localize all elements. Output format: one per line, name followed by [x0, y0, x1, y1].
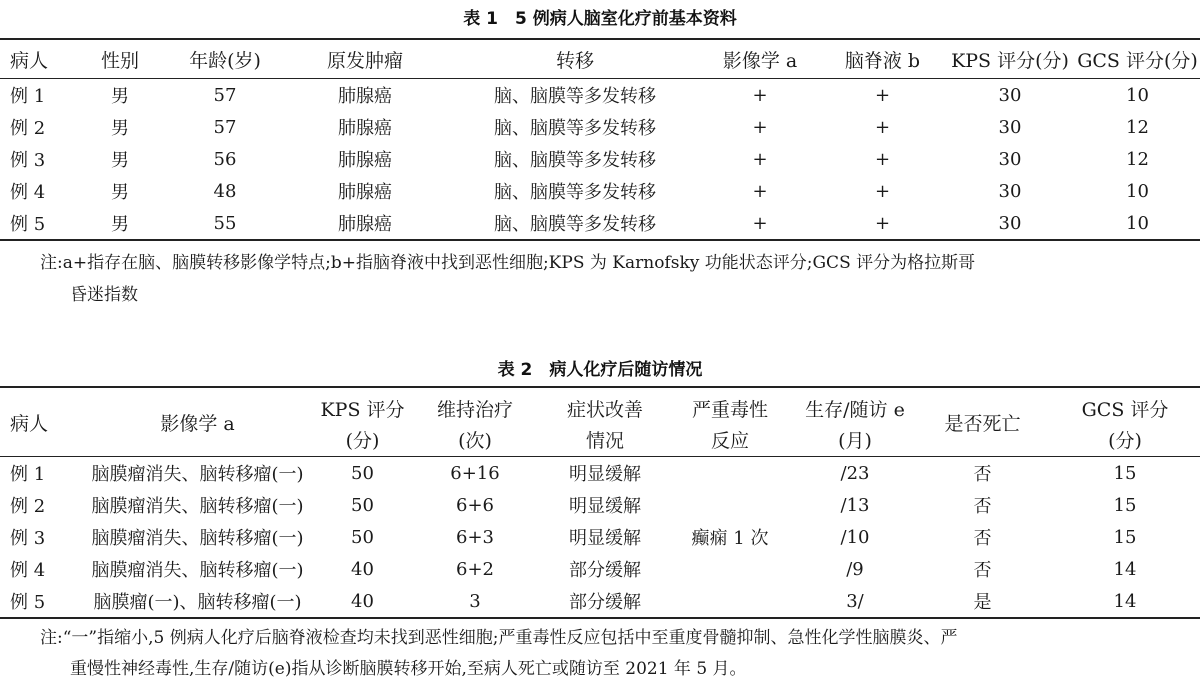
t1-cell: + [700, 207, 820, 240]
t1-cell: + [874, 148, 891, 170]
t1-cell: + [752, 116, 768, 138]
t2-cell: 6+6 [456, 494, 494, 516]
t1-cell: 脑、脑膜等多发转移 [450, 207, 700, 240]
table-row [0, 175, 1200, 207]
table1-header-row [0, 39, 1200, 79]
t2-cell: 50 [351, 526, 374, 548]
t2-cell: 15 [1113, 526, 1137, 548]
t2-cell: /9 [846, 558, 864, 580]
t2-cell: 14 [1050, 585, 1200, 618]
t1-cell: 30 [998, 84, 1022, 106]
t2-cell: 15 [1113, 462, 1137, 484]
t1-header-csf: 脑脊液 b [820, 39, 945, 79]
table-row [0, 207, 1200, 240]
t1-cell: 男 [111, 86, 129, 107]
t2-cell: 明显缓解 [569, 496, 641, 517]
table-row [0, 553, 1200, 585]
t1-cell: 肺腺癌 [338, 118, 392, 139]
table1-note-line2: 昏迷指数 [70, 285, 138, 305]
t1-cell: 肺腺癌 [280, 207, 450, 240]
t2-cell: 部分缓解 [569, 560, 641, 581]
t2-cell: 脑膜瘤(一)、脑转移瘤(一) [75, 585, 320, 618]
t2-header-survival: 生存/随访 e [795, 387, 915, 422]
t1-cell: 脑、脑膜等多发转移 [494, 118, 656, 139]
t2-cell: 部分缓解 [545, 585, 665, 618]
t2-cell: 50 [351, 494, 374, 516]
t1-cell: 肺腺癌 [338, 182, 392, 203]
t2-cell: 脑膜瘤消失、脑转移瘤(一) [91, 496, 304, 517]
table-row [0, 457, 1200, 490]
t1-header-kps: KPS 评分(分) [945, 39, 1075, 79]
t2-cell: 例 1 [10, 464, 46, 485]
table1-baseline-data [0, 38, 1200, 241]
t2-cell: 否 [973, 560, 992, 581]
t1-cell: 例 2 [10, 118, 46, 139]
t2-header-kps: KPS 评分 [320, 387, 405, 422]
t1-cell: 10 [1126, 180, 1149, 202]
t2-cell: 例 3 [10, 528, 46, 549]
t1-cell: 男 [111, 118, 129, 139]
t1-header-age: 年龄(岁) [170, 39, 280, 79]
t1-cell: 例 3 [10, 150, 46, 171]
table2-followup [0, 386, 1200, 619]
t2-header-survival-unit: (月) [795, 422, 915, 457]
t2-cell [665, 585, 795, 618]
table2-caption: 表 2 病人化疗后随访情况 [497, 360, 703, 380]
t2-cell: 否 [973, 496, 992, 517]
table-row [0, 585, 1200, 618]
t1-cell: 56 [213, 148, 237, 170]
t2-header-death: 是否死亡 [915, 387, 1050, 457]
t1-header-imaging: 影像学 a [700, 39, 820, 79]
t1-cell: 10 [1075, 207, 1200, 240]
t1-cell: 男 [111, 150, 129, 171]
table2-note-line1: 注:“一”指缩小,5 例病人化疗后脑脊液检查均未找到恶性细胞;严重毒性反应包括中至重度骨髓抑制、急性化学性脑膜炎、严 [40, 628, 958, 648]
t1-cell: 肺腺癌 [338, 150, 392, 171]
t1-header-metastasis: 转移 [450, 39, 700, 79]
t1-cell: 男 [70, 207, 170, 240]
t1-cell: 12 [1126, 148, 1149, 170]
t1-header-primary-tumor: 原发肿瘤 [280, 39, 450, 79]
table2-note-line2: 重慢性神经毒性,生存/随访(e)指从诊断脑膜转移开始,至病人死亡或随访至 2021 年 5 月。 [70, 659, 747, 679]
t2-cell [665, 553, 795, 585]
t1-header-sex: 性别 [70, 39, 170, 79]
table1-note-line1: 注:a+指存在脑、脑膜转移影像学特点;b+指脑脊液中找到恶性细胞;KPS 为 Karnofsky 功能状态评分;GCS 评分为格拉斯哥 [40, 253, 976, 273]
t2-cell: 50 [351, 462, 374, 484]
table1-caption: 表 1 5 例病人脑室化疗前基本资料 [463, 9, 737, 29]
t2-cell: 14 [1113, 558, 1137, 580]
table-row [0, 489, 1200, 521]
t2-cell: 癫痫 1 次 [691, 528, 769, 549]
t1-cell: 12 [1126, 116, 1149, 138]
t1-cell: 30 [945, 207, 1075, 240]
t1-cell: 57 [213, 116, 237, 138]
t1-cell: + [752, 180, 768, 202]
t2-cell: 3/ [795, 585, 915, 618]
t2-header-maintenance: 维持治疗 [405, 387, 545, 422]
t1-cell: 30 [998, 116, 1022, 138]
t1-cell: 48 [213, 180, 237, 202]
t2-cell: 脑膜瘤消失、脑转移瘤(一) [91, 528, 304, 549]
t1-cell: 脑、脑膜等多发转移 [494, 150, 656, 171]
t2-cell: 脑膜瘤消失、脑转移瘤(一) [91, 464, 304, 485]
t2-header-gcs: GCS 评分 [1050, 387, 1200, 422]
t2-cell: /23 [840, 462, 870, 484]
t2-cell: 脑膜瘤消失、脑转移瘤(一) [91, 560, 304, 581]
t2-header-patient: 病人 [0, 387, 75, 457]
t1-cell: 30 [998, 180, 1022, 202]
t2-header-kps-unit: (分) [320, 422, 405, 457]
table-row [0, 79, 1200, 112]
t1-cell: + [820, 207, 945, 240]
t1-cell: 例 4 [10, 182, 46, 203]
table-row [0, 521, 1200, 553]
t2-cell: 否 [973, 528, 992, 549]
t2-cell: /10 [840, 526, 870, 548]
t1-cell: 30 [998, 148, 1022, 170]
t1-cell: 55 [170, 207, 280, 240]
table-row [0, 111, 1200, 143]
t1-cell: + [874, 180, 891, 202]
t1-header-gcs: GCS 评分(分) [1075, 39, 1200, 79]
t2-cell: 明显缓解 [569, 464, 641, 485]
t2-cell: 40 [320, 585, 405, 618]
t2-header-toxicity: 严重毒性 [665, 387, 795, 422]
t1-cell: 10 [1126, 84, 1149, 106]
t2-cell: 否 [973, 464, 992, 485]
t2-cell: 明显缓解 [569, 528, 641, 549]
t2-cell: 例 5 [0, 585, 75, 618]
table-row [0, 143, 1200, 175]
t2-header-symptom: 症状改善 [545, 387, 665, 422]
t1-cell: 57 [213, 84, 237, 106]
t2-header-toxicity-2: 反应 [665, 422, 795, 457]
t1-cell: + [752, 84, 768, 106]
t2-header-imaging: 影像学 a [75, 387, 320, 457]
t2-cell: 3 [405, 585, 545, 618]
t1-cell: 男 [111, 182, 129, 203]
t2-cell: /13 [840, 494, 870, 516]
t2-header-maintenance-unit: (次) [405, 422, 545, 457]
t2-cell: 6+16 [450, 462, 500, 484]
t1-cell: + [874, 116, 891, 138]
t1-header-patient: 病人 [0, 39, 70, 79]
t2-cell: 6+3 [456, 526, 494, 548]
t1-cell: 脑、脑膜等多发转移 [494, 86, 656, 107]
t1-cell: + [874, 84, 891, 106]
t1-cell: + [752, 148, 768, 170]
t1-cell: 肺腺癌 [338, 86, 392, 107]
t2-header-gcs-unit: (分) [1050, 422, 1200, 457]
t2-cell [665, 457, 795, 490]
t2-cell: 是 [915, 585, 1050, 618]
t2-cell: 6+2 [456, 558, 494, 580]
t1-cell: 例 1 [10, 86, 46, 107]
t1-cell: 例 5 [0, 207, 70, 240]
t2-cell: 15 [1113, 494, 1137, 516]
t2-cell: 例 4 [10, 560, 46, 581]
table2-header-row1 [0, 387, 1200, 422]
t2-cell [665, 489, 795, 521]
t2-cell: 例 2 [10, 496, 46, 517]
t2-header-symptom-2: 情况 [545, 422, 665, 457]
t2-cell: 40 [351, 558, 374, 580]
t1-cell: 脑、脑膜等多发转移 [494, 182, 656, 203]
